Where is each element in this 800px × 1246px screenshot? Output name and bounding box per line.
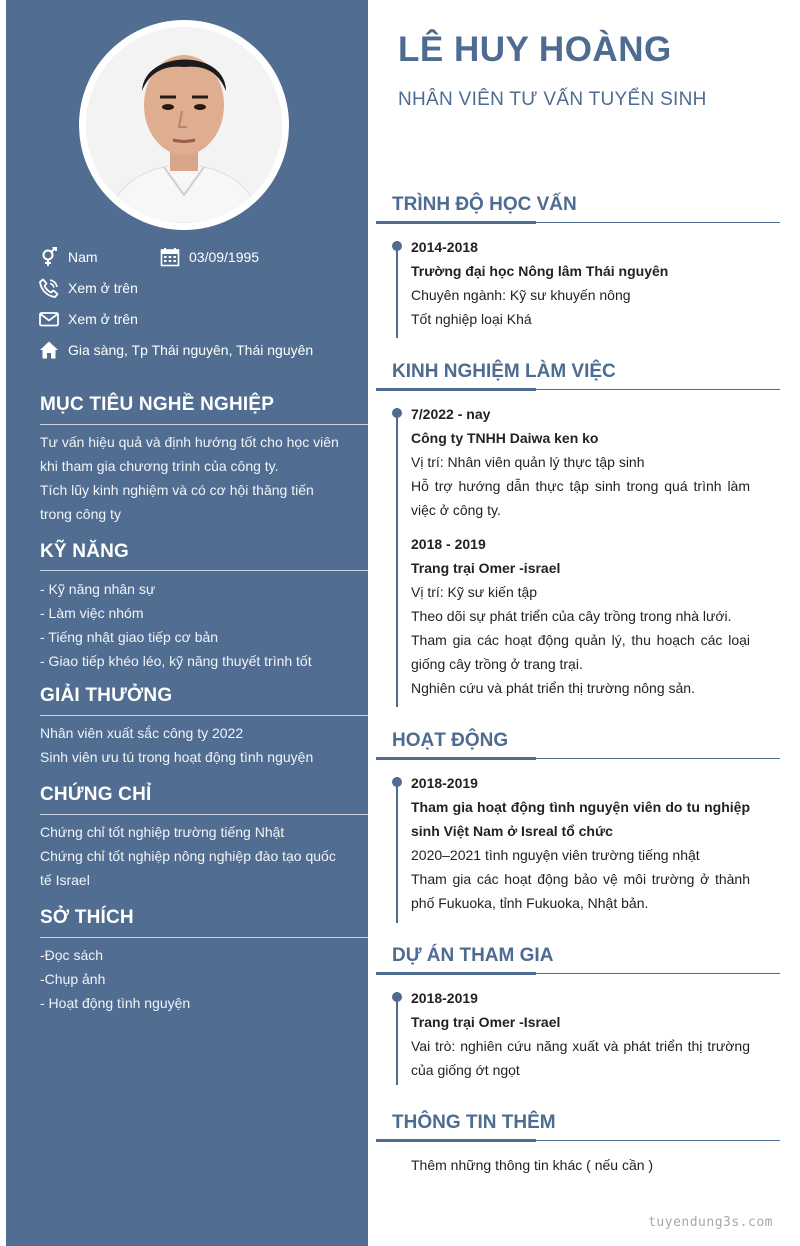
timeline-dot: [392, 992, 402, 1002]
sidebar: [6, 0, 368, 1246]
awards-section: [40, 685, 368, 714]
hobby-item: -Chụp ảnh: [40, 971, 106, 987]
projects-divider-accent: [376, 972, 536, 975]
contact-email: [38, 308, 138, 330]
candidate-role: NHÂN VIÊN TƯ VẤN TUYỂN SINH: [398, 89, 707, 110]
address-text: Gia sàng, Tp Thái nguyên, Thái nguyên: [68, 342, 314, 358]
entry-org: Trang trại Omer -Israel: [411, 1014, 561, 1030]
contact-address: [38, 339, 313, 361]
entry-line: Vai trò: nghiên cứu năng xuất và phát triển thị trường của giống ớt ngọt: [411, 1038, 750, 1078]
objective-line: khi tham gia chương trình của công ty.: [40, 458, 279, 474]
hobby-item: -Đọc sách: [40, 947, 104, 963]
objective-line: trong công ty: [40, 506, 121, 522]
extra-text: Thêm những thông tin khác ( nếu cần ): [411, 1157, 654, 1173]
objective-divider: [40, 424, 368, 425]
skills-section: [40, 541, 368, 570]
entry-line: Tham gia các hoạt động quản lý, thu hoạch các loại giống cây trồng ở trang trại.: [411, 632, 750, 672]
calendar-icon: [159, 246, 181, 268]
phone-text: Xem ở trên: [68, 280, 138, 296]
experience-entry: [411, 532, 750, 700]
objective-line: Tích lũy kinh nghiệm và có cơ hội thăng tiến: [40, 482, 314, 498]
timeline-dot: [392, 241, 402, 251]
education-title: TRÌNH ĐỘ HỌC VẤN: [392, 194, 577, 215]
entry-line: 2020–2021 tình nguyện viên trường tiếng nhật: [411, 847, 700, 863]
projects-title: DỰ ÁN THAM GIA: [392, 945, 554, 966]
entry-org: Trường đại học Nông lâm Thái nguyên: [411, 263, 669, 279]
skill-item: - Làm việc nhóm: [40, 605, 144, 621]
contact-gender: [38, 246, 98, 268]
experience-title: KINH NGHIỆM LÀM VIỆC: [392, 361, 616, 382]
contact-phone: [38, 277, 138, 299]
extra-title: THÔNG TIN THÊM: [392, 1112, 556, 1133]
entry-org: Tham gia hoạt động tình nguyện viên do tu nghiệp sinh Việt Nam ở Isreal tổ chức: [411, 799, 750, 839]
entry-org: Trang trại Omer -israel: [411, 560, 561, 576]
awards-list: [40, 721, 368, 769]
activities-title: HOẠT ĐỘNG: [392, 730, 509, 751]
hobby-item: - Hoạt động tình nguyện: [40, 995, 191, 1011]
phone-icon: [38, 277, 60, 299]
avatar-frame: [79, 20, 289, 230]
activities-entry: [411, 771, 750, 915]
timeline-dot: [392, 408, 402, 418]
award-item: Sinh viên ưu tú trong hoạt động tình nguyện: [40, 749, 314, 765]
skill-item: - Tiếng nhật giao tiếp cơ bản: [40, 629, 219, 645]
award-item: Nhân viên xuất sắc công ty 2022: [40, 725, 244, 741]
avatar: [86, 27, 282, 223]
awards-divider: [40, 715, 368, 716]
email-text: Xem ở trên: [68, 311, 138, 327]
hobbies-divider: [40, 937, 368, 938]
entry-line: Chuyên ngành: Kỹ sư khuyến nông: [411, 287, 631, 303]
entry-org: Công ty TNHH Daiwa ken ko: [411, 430, 599, 446]
hobbies-section: [40, 907, 368, 936]
objective-title: MỤC TIÊU NGHỀ NGHIỆP: [40, 394, 275, 415]
entry-line: Nghiên cứu và phát triển thị trường nông sản.: [411, 680, 695, 696]
entry-line: Vị trí: Kỹ sư kiến tập: [411, 584, 538, 600]
extra-divider-accent: [376, 1139, 536, 1142]
dob-text: 03/09/1995: [189, 249, 260, 265]
projects-entry: [411, 986, 750, 1082]
entry-period: 2014-2018: [411, 239, 478, 255]
certificate-line: tế Israel: [40, 872, 90, 888]
activities-timeline: [396, 777, 398, 923]
envelope-icon: [38, 308, 60, 330]
skills-title: KỸ NĂNG: [40, 541, 130, 562]
watermark: tuyendung3s.com: [648, 1215, 773, 1230]
certificates-title: CHỨNG CHỈ: [40, 784, 152, 805]
objective-text: [40, 430, 368, 526]
objective-section: [40, 394, 368, 423]
education-entry: [411, 235, 750, 331]
skills-list: [40, 577, 368, 673]
certificate-line: Chứng chỉ tốt nghiệp trường tiếng Nhật: [40, 824, 285, 840]
gender-text: Nam: [68, 249, 98, 265]
entry-period: 2018-2019: [411, 775, 478, 791]
entry-line: Tham gia các hoạt động bảo vệ môi trường ở thành phố Fukuoka, tỉnh Fukuoka, Nhật bản.: [411, 871, 750, 911]
experience-divider-accent: [376, 388, 536, 391]
contact-dob: [159, 246, 259, 268]
entry-line: Tốt nghiệp loại Khá: [411, 311, 532, 327]
entry-period: 2018 - 2019: [411, 536, 486, 552]
skill-item: - Kỹ năng nhân sự: [40, 581, 156, 597]
hobbies-title: SỞ THÍCH: [40, 907, 134, 928]
entry-period: 7/2022 - nay: [411, 406, 491, 422]
skill-item: - Giao tiếp khéo léo, kỹ năng thuyết trình tốt: [40, 653, 312, 669]
gender-icon: [38, 246, 60, 268]
entry-line: Vị trí: Nhân viên quản lý thực tập sinh: [411, 454, 645, 470]
home-icon: [38, 339, 60, 361]
education-divider-accent: [376, 221, 536, 224]
education-timeline: [396, 241, 398, 338]
certificates-list: [40, 820, 368, 892]
certificate-line: Chứng chỉ tốt nghiệp nông nghiệp đào tạo quốc: [40, 848, 336, 864]
experience-entry: [411, 402, 750, 522]
experience-timeline: [396, 408, 398, 707]
certificates-divider: [40, 814, 368, 815]
entry-line: Theo dõi sự phát triển của cây trồng trong nhà lưới.: [411, 608, 732, 624]
hobbies-list: [40, 943, 368, 1015]
projects-timeline: [396, 992, 398, 1085]
certificates-section: [40, 784, 368, 813]
timeline-dot: [392, 777, 402, 787]
skills-divider: [40, 570, 368, 571]
objective-line: Tư vấn hiệu quả và định hướng tốt cho học viên: [40, 434, 339, 450]
candidate-name: LÊ HUY HOÀNG: [398, 30, 672, 69]
entry-line: Hỗ trợ hướng dẫn thực tập sinh trong quá trình làm việc ở công ty.: [411, 478, 750, 518]
activities-divider-accent: [376, 757, 536, 760]
entry-period: 2018-2019: [411, 990, 478, 1006]
awards-title: GIẢI THƯỞNG: [40, 685, 173, 706]
